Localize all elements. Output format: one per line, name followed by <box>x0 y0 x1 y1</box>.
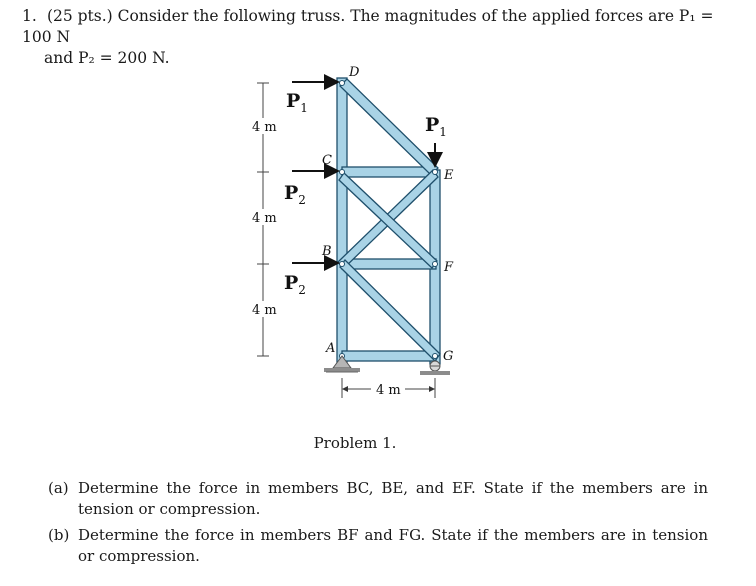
part-b <box>48 525 708 567</box>
svg-text:P2 <box>284 272 306 297</box>
pin-c <box>340 170 345 175</box>
pin-e <box>433 170 438 175</box>
pin-f <box>433 262 438 267</box>
dim-bottom: 4 m <box>252 303 277 318</box>
load-p1-left: P <box>286 90 301 112</box>
label-c: C <box>322 153 332 168</box>
load-p2-lower: P <box>284 272 299 294</box>
problem-line-1: (25 pts.) Consider the following truss. The magnitudes of the applied forces are P₁ = 100 N <box>22 7 714 46</box>
dim-middle: 4 m <box>252 211 277 226</box>
pin-b <box>340 262 345 267</box>
part-a <box>48 478 708 520</box>
pin-g <box>433 354 438 359</box>
problem-number: 1. <box>22 7 37 25</box>
label-d: D <box>349 65 360 80</box>
load-p1-right: P <box>425 114 440 136</box>
member-bg <box>340 260 440 361</box>
label-g: G <box>443 349 454 364</box>
dim-width: 4 m <box>376 383 401 398</box>
member-bf <box>342 259 436 269</box>
member-left-chord <box>337 78 347 364</box>
load-p2-upper-sub: 2 <box>298 193 306 207</box>
member-ag <box>342 351 436 361</box>
problem-line-2: and P₂ = 200 N. <box>44 49 170 67</box>
load-p2-upper: P <box>284 182 299 204</box>
member-de <box>340 79 438 175</box>
part-a-text: Determine the force in members BC, BE, and EF. State if the members are in tension or compression. <box>78 479 708 518</box>
dim-top: 4 m <box>252 120 277 135</box>
label-f: F <box>444 260 454 275</box>
part-b-label: (b) <box>48 526 70 544</box>
svg-text:P1 <box>425 114 447 139</box>
svg-text:P2 <box>284 182 306 207</box>
load-p2-lower-sub: 2 <box>298 283 306 297</box>
question-parts <box>48 478 708 572</box>
load-p1-left-sub: 1 <box>300 101 308 115</box>
figure-caption: Problem 1. <box>313 434 397 452</box>
part-b-text: Determine the force in members BF and FG. State if the members are in tension or compression. <box>78 526 708 565</box>
label-a: A <box>326 341 336 356</box>
label-e: E <box>444 168 454 183</box>
svg-text:P1 <box>286 90 308 115</box>
load-p1-right-sub: 1 <box>439 125 447 139</box>
pin-d <box>340 81 345 86</box>
label-b: B <box>322 244 332 259</box>
part-a-label: (a) <box>48 479 69 497</box>
